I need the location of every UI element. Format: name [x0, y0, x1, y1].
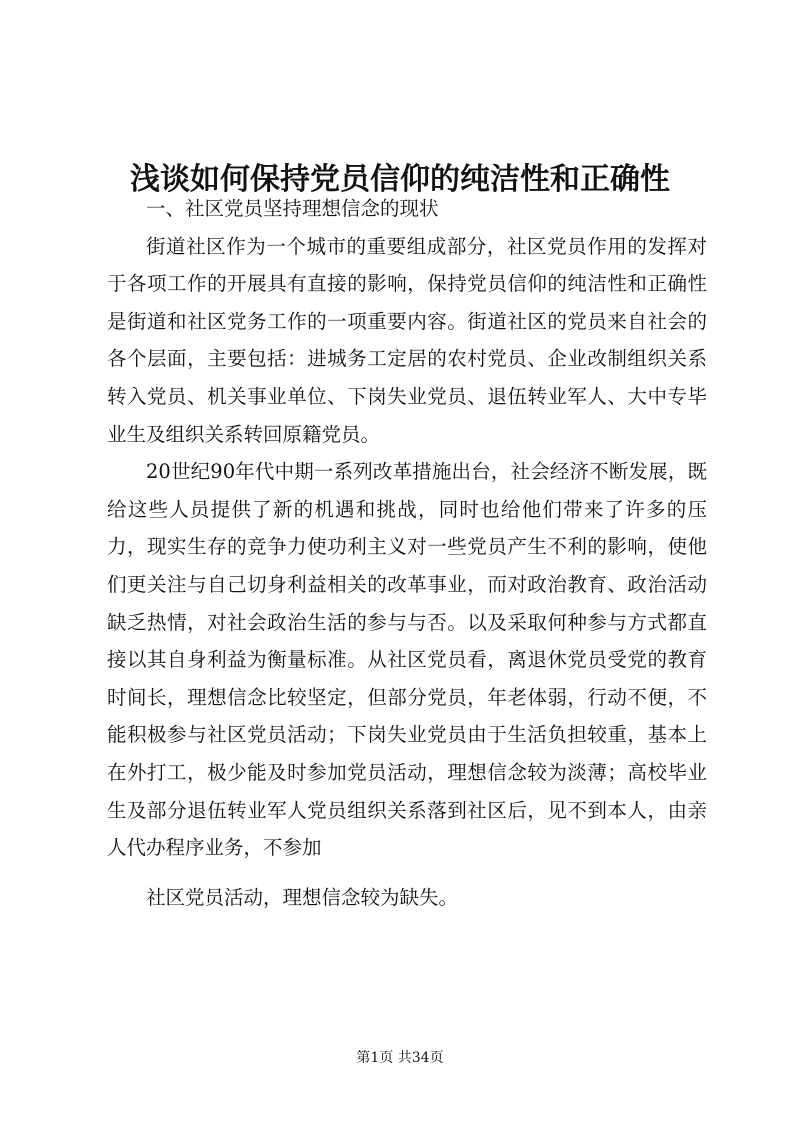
- page-number-footer: 第1页 共34页: [356, 1050, 444, 1066]
- document-body: [107, 190, 707, 916]
- section-heading: 一、社区党员坚持理想信念的现状: [146, 197, 439, 220]
- paragraph-2: 20世纪90年代中期一系列改革措施出台，社会经济不断发展，既给这些人员提供了新的机遇和挑战，同时也给他们带来了许多的压力，现实生存的竞争力使功利主义对一些党员产生不利的影响，使他们更关注与自己切身利益相关的改革事业，而对政治教育、政治活动缺乏热情，对社会政治生活的参与与否。以及采取何种参与方式都直接以其自身利益为衡量标准。从社区党员看，离退休党员受党的教育时间长，理想信念比较坚定，但部分党员，年老体弱，行动不便，不能积极参与社区党员活动；下岗失业党员由于生活负担较重，基本上在外打工，极少能及时参加党员活动，理想信念较为淡薄；高校毕业生及部分退伍转业军人党员组织关系落到社区后，见不到本人，由亲人代办程序业务，不参加: [107, 460, 707, 860]
- paragraph-3: 社区党员活动，理想信念较为缺失。: [146, 885, 459, 909]
- document-title: 浅谈如何保持党员信仰的纯洁性和正确性: [130, 162, 670, 198]
- paragraph-1: 街道社区作为一个城市的重要组成部分，社区党员作用的发挥对于各项工作的开展具有直接的影响，保持党员信仰的纯洁性和正确性是街道和社区党务工作的一项重要内容。街道社区的党员来自社会的各个层面，主要包括：进城务工定居的农村党员、企业改制组织关系转入党员、机关事业单位、下岗失业党员、退伍转业军人、大中专毕业生及组织关系转回原籍党员。: [107, 234, 707, 446]
